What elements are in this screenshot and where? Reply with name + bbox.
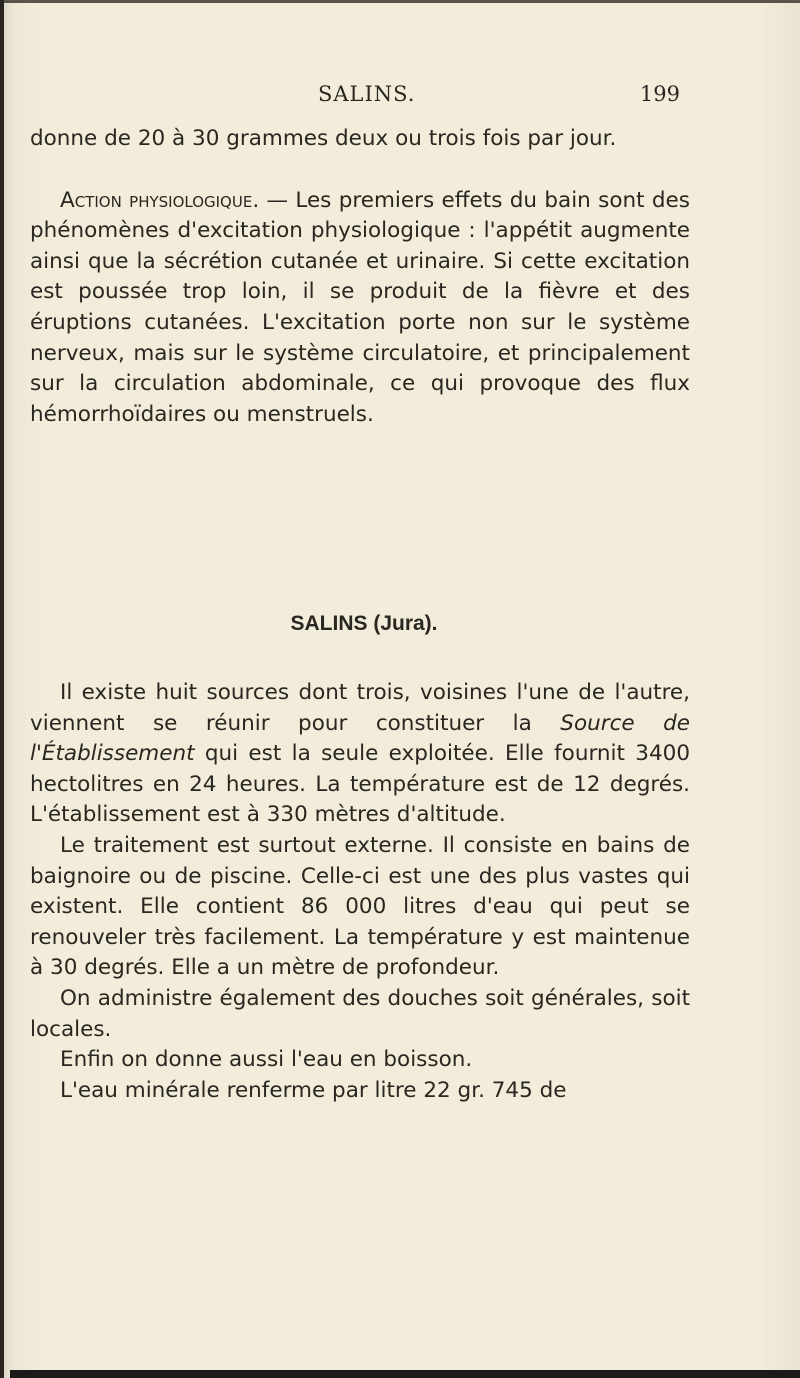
action-lead: Action physiologique. bbox=[60, 187, 260, 213]
lower-text-block bbox=[30, 678, 690, 1106]
sources-part2: qui est la seule exploitée. Elle fournit 3400 hectolitres en 24 heures. La température est de 12 degrés. L'établissement est à 330 mètres d'altitude. bbox=[30, 741, 690, 828]
upper-text-block bbox=[30, 124, 690, 430]
boisson-paragraph: Enfin on donne aussi l'eau en boisson. bbox=[60, 1047, 473, 1073]
action-text: — Les premiers effets du bain sont des phénomènes d'excitation physiologique : l'appétit augmente ainsi que la sécrétion cutanée et urinaire. Si cette excitation est poussée trop loin, il se produit de la fièvre et des éruptions cutanées. L'excitation porte non sur le système nerveux, mais sur le système circulatoire, et principalement sur la circulation abdominale, ce qui provoque des flux hémorrhoïdaires ou menstruels. bbox=[30, 187, 690, 427]
sources-paragraph bbox=[30, 678, 690, 831]
continuation-paragraph: donne de 20 à 30 grammes deux ou trois fois par jour. bbox=[30, 126, 617, 151]
treatment-paragraph: Le traitement est surtout externe. Il consiste en bains de baignoire ou de piscine. Celle-ci est une des plus vastes qui existent. Elle contient 86 000 litres d'eau qui peut se renouveler très facilement. La température y est maintenue à 30 degrés. Elle a un mètre de profondeur. bbox=[30, 832, 690, 981]
page-bottom-edge bbox=[10, 1370, 800, 1378]
composition-paragraph: L'eau minérale renferme par litre 22 gr. 745 de bbox=[60, 1077, 567, 1103]
page-top-edge bbox=[0, 0, 800, 3]
page-left-edge bbox=[0, 0, 4, 1378]
sources-part1: Il existe huit sources dont trois, voisines l'une de l'autre, viennent se réunir pour constituer la bbox=[30, 680, 690, 736]
sources-italic: Source de l'Établissement bbox=[30, 710, 690, 767]
page-number: 199 bbox=[639, 82, 680, 106]
section-heading-text: SALINS (Jura). bbox=[290, 612, 438, 635]
section-heading bbox=[0, 612, 800, 636]
running-head bbox=[0, 82, 800, 112]
running-head-title: SALINS. bbox=[318, 82, 416, 106]
douches-paragraph: On administre également des douches soit générales, soit locales. bbox=[30, 985, 690, 1042]
action-paragraph bbox=[30, 186, 690, 431]
